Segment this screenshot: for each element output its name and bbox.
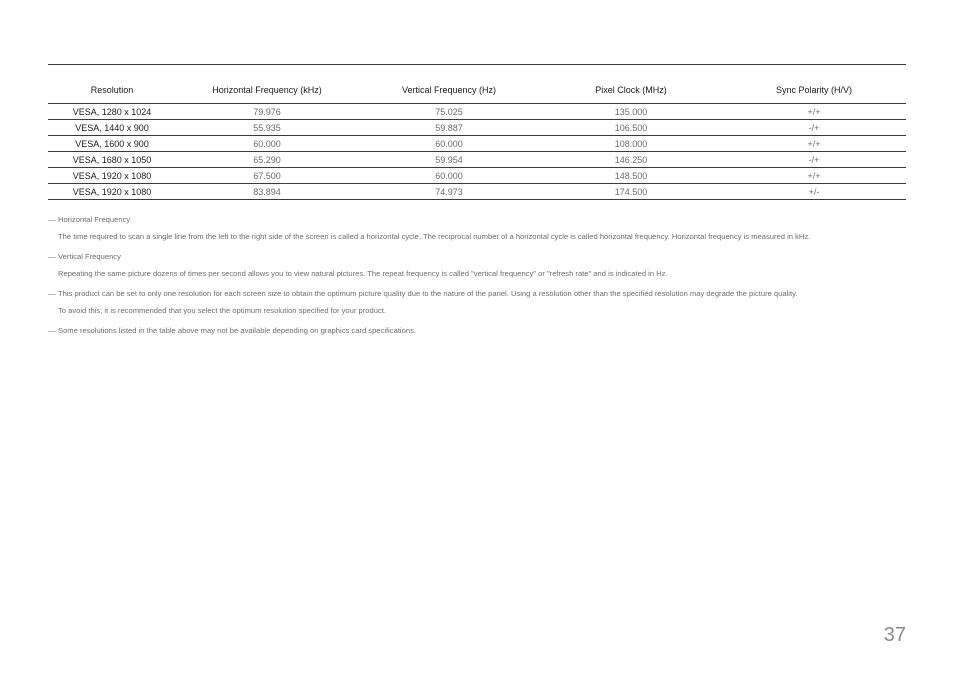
top-rule <box>48 64 906 65</box>
note-vertical-frequency <box>48 250 908 280</box>
table-row <box>48 104 906 120</box>
cell-resolution: VESA, 1600 x 900 <box>48 136 176 152</box>
note-body: This product can be set to only one resolution for each screen size to obtain the optimum picture quality due to the nature of the panel. Using a resolution other than the specified resolution may degrade the picture quality. <box>58 289 798 298</box>
cell-horizontal-frequency: 83.894 <box>176 184 358 200</box>
cell-resolution: VESA, 1920 x 1080 <box>48 168 176 184</box>
cell-pixel-clock: 135.000 <box>540 104 722 120</box>
header-vertical-frequency: Vertical Frequency (Hz) <box>358 76 540 104</box>
cell-resolution: VESA, 1920 x 1080 <box>48 184 176 200</box>
header-sync-polarity: Sync Polarity (H/V) <box>722 76 906 104</box>
note-title: Vertical Frequency <box>58 252 121 261</box>
table-row <box>48 152 906 168</box>
note-graphics-card <box>48 324 908 337</box>
cell-sync-polarity: +/- <box>722 184 906 200</box>
header-resolution: Resolution <box>48 76 176 104</box>
cell-resolution: VESA, 1680 x 1050 <box>48 152 176 168</box>
cell-vertical-frequency: 59.887 <box>358 120 540 136</box>
cell-horizontal-frequency: 65.290 <box>176 152 358 168</box>
cell-horizontal-frequency: 55.935 <box>176 120 358 136</box>
cell-pixel-clock: 106.500 <box>540 120 722 136</box>
table-row <box>48 168 906 184</box>
cell-horizontal-frequency: 67.500 <box>176 168 358 184</box>
note-horizontal-frequency <box>48 213 908 243</box>
note-optimum-resolution <box>48 287 908 317</box>
cell-vertical-frequency: 60.000 <box>358 136 540 152</box>
table-row <box>48 120 906 136</box>
cell-pixel-clock: 146.250 <box>540 152 722 168</box>
note-dash: ― <box>48 215 56 224</box>
cell-vertical-frequency: 74.973 <box>358 184 540 200</box>
note-body: The time required to scan a single line from the left to the right side of the screen is called a horizontal cycle. The reciprocal number of a horizontal cycle is called horizontal frequency. Horizontal frequency is measured in kHz. <box>58 232 811 241</box>
cell-pixel-clock: 148.500 <box>540 168 722 184</box>
note-title: Horizontal Frequency <box>58 215 131 224</box>
note-dash: ― <box>48 252 56 261</box>
cell-resolution: VESA, 1280 x 1024 <box>48 104 176 120</box>
note-body: Some resolutions listed in the table above may not be available depending on graphics card specifications. <box>58 326 416 335</box>
cell-sync-polarity: +/+ <box>722 104 906 120</box>
cell-sync-polarity: +/+ <box>722 136 906 152</box>
cell-vertical-frequency: 59.954 <box>358 152 540 168</box>
cell-sync-polarity: -/+ <box>722 152 906 168</box>
note-body: Repeating the same picture dozens of times per second allows you to view natural pictures. The repeat frequency is called "vertical frequency" or "refresh rate" and is indicated in Hz. <box>58 269 668 278</box>
cell-resolution: VESA, 1440 x 900 <box>48 120 176 136</box>
cell-vertical-frequency: 60.000 <box>358 168 540 184</box>
header-horizontal-frequency: Horizontal Frequency (kHz) <box>176 76 358 104</box>
table-row <box>48 136 906 152</box>
page-number: 37 <box>883 624 906 646</box>
cell-pixel-clock: 108.000 <box>540 136 722 152</box>
timing-table <box>48 76 906 200</box>
header-pixel-clock: Pixel Clock (MHz) <box>540 76 722 104</box>
cell-horizontal-frequency: 79.976 <box>176 104 358 120</box>
cell-sync-polarity: -/+ <box>722 120 906 136</box>
cell-sync-polarity: +/+ <box>722 168 906 184</box>
note-dash: ― <box>48 326 56 335</box>
table-header-row <box>48 76 906 104</box>
cell-vertical-frequency: 75.025 <box>358 104 540 120</box>
note-body: To avoid this, it is recommended that you select the optimum resolution specified for your product. <box>58 306 386 315</box>
table-row <box>48 184 906 200</box>
cell-pixel-clock: 174.500 <box>540 184 722 200</box>
cell-horizontal-frequency: 60.000 <box>176 136 358 152</box>
note-dash: ― <box>48 289 56 298</box>
notes-section <box>48 213 908 344</box>
